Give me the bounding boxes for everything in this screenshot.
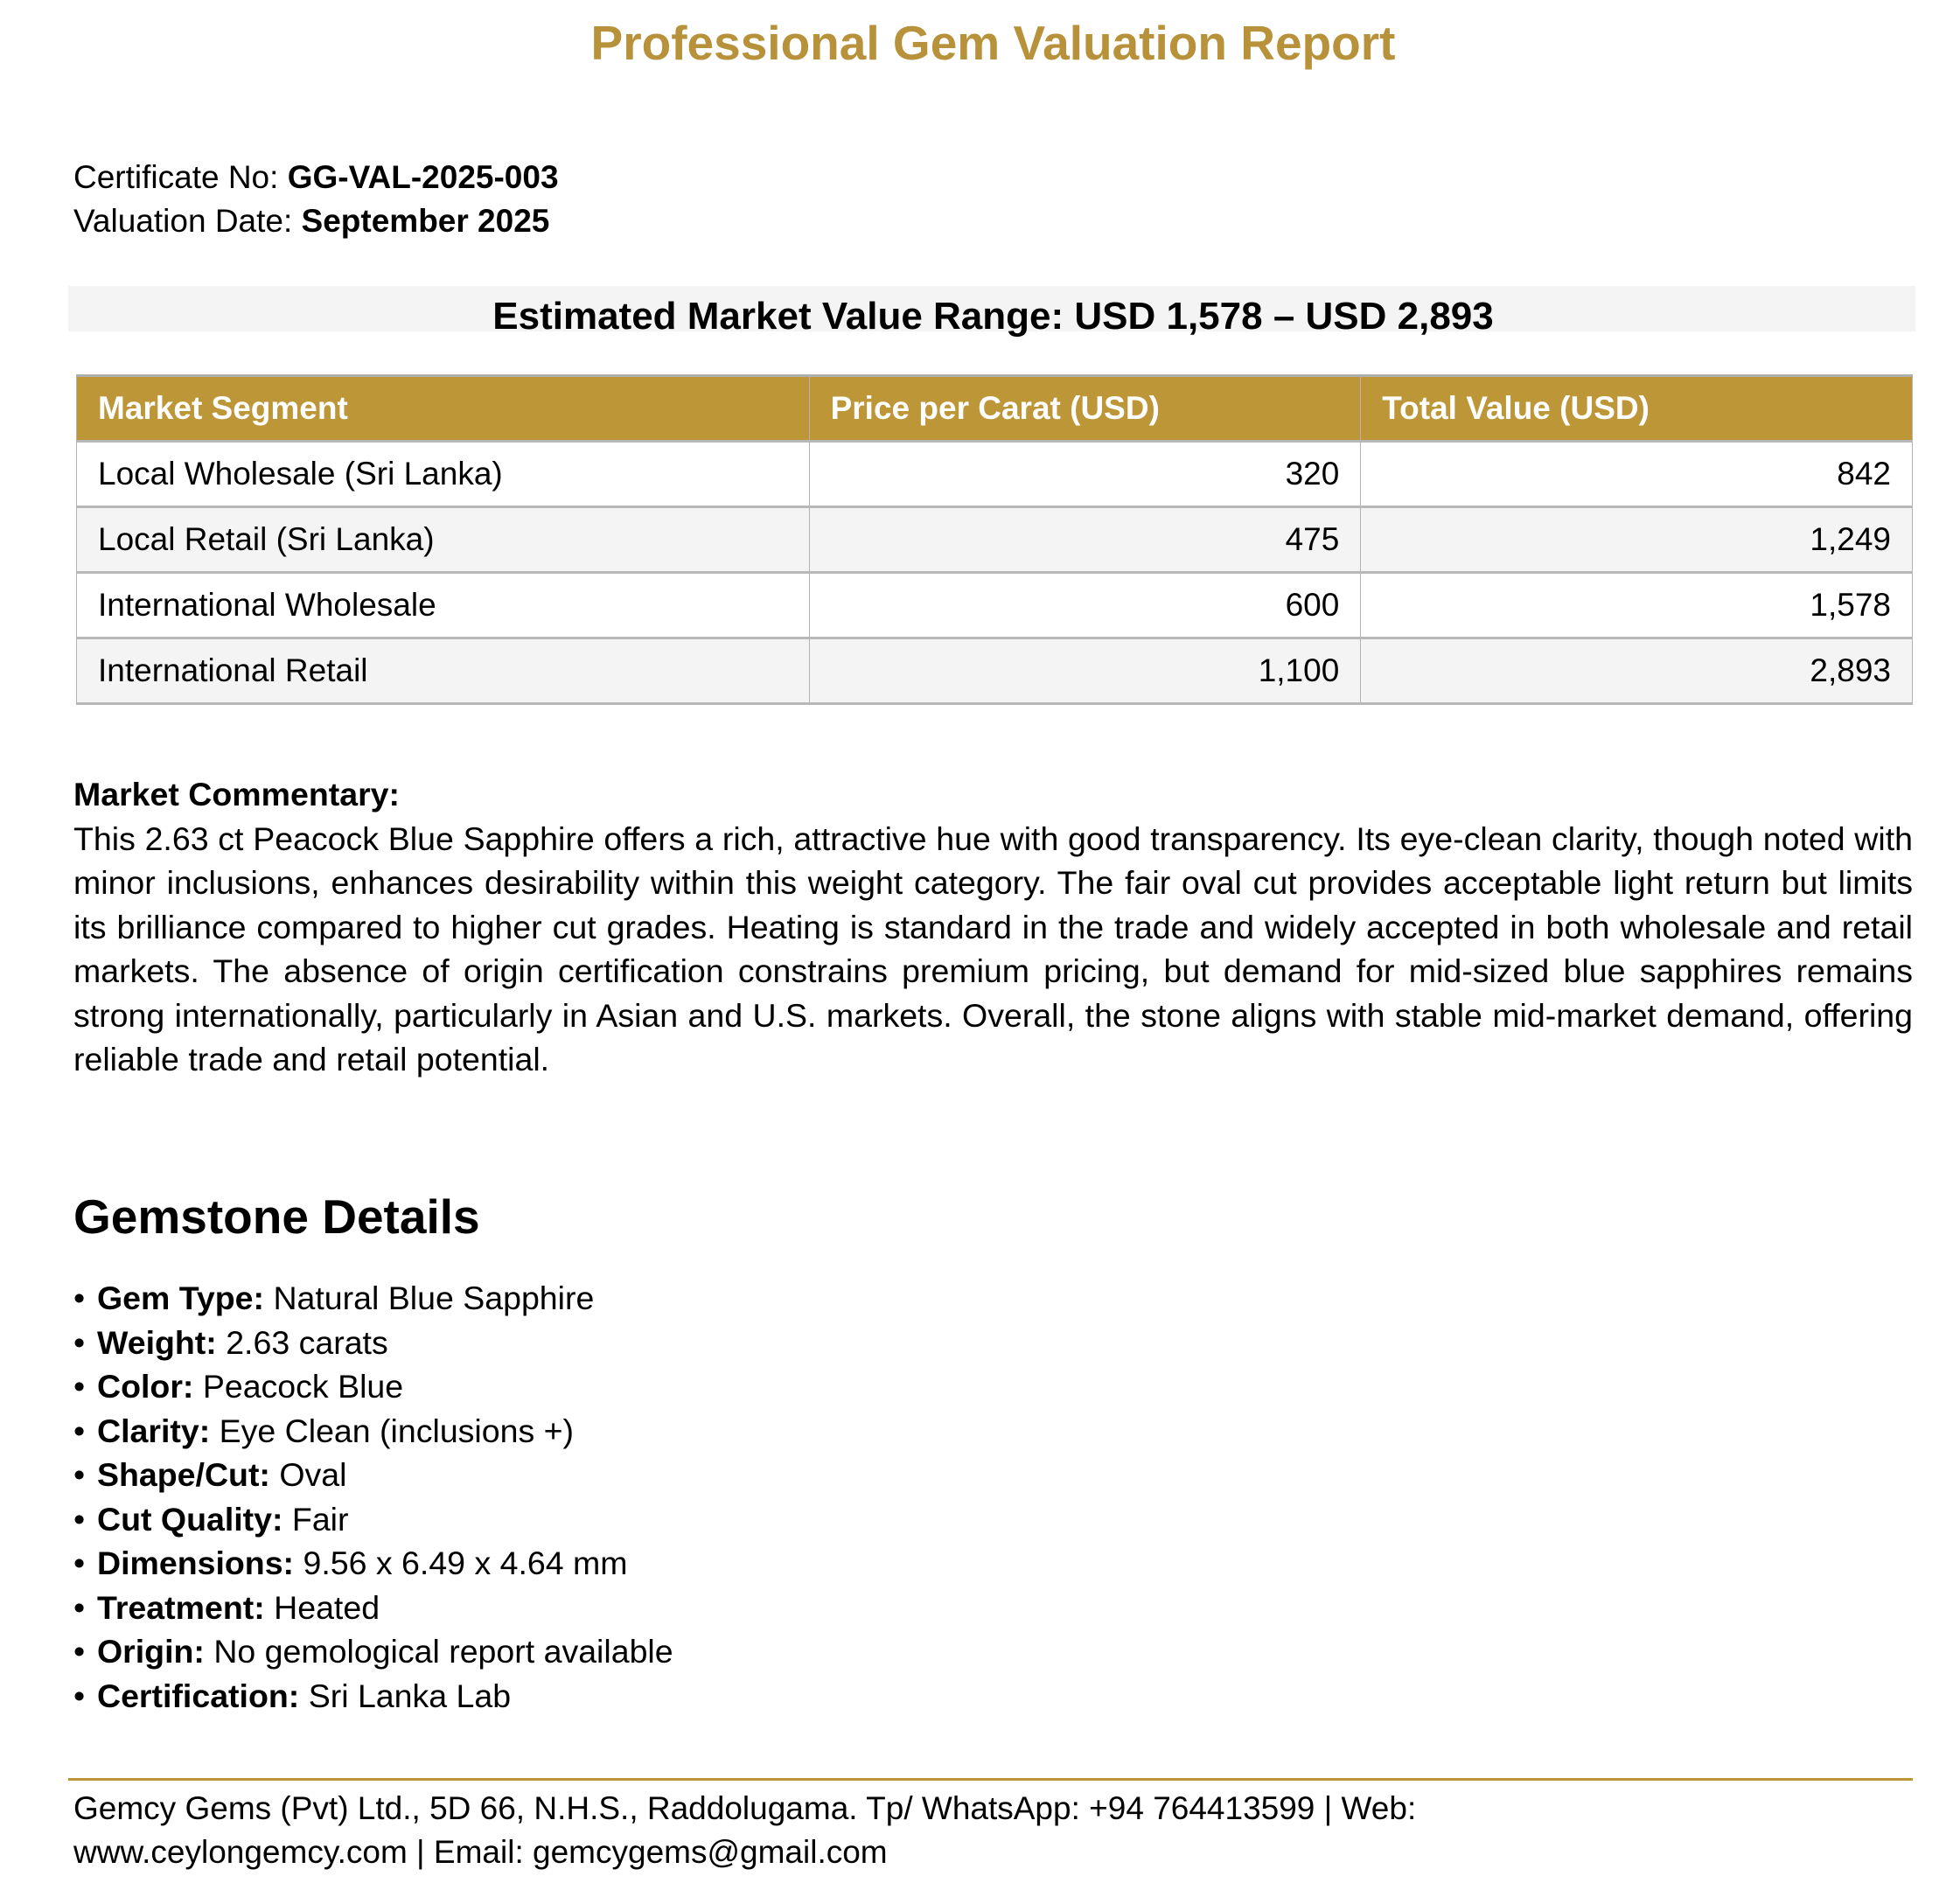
footer-address-line: Gemcy Gems (Pvt) Ltd., 5D 66, N.H.S., Raddolugama. Tp/ WhatsApp: +94 764413599 | Web:	[73, 1790, 1417, 1826]
certificate-label: Certificate No:	[73, 159, 279, 195]
detail-clarity: • Clarity: Eye Clean (inclusions +)	[73, 1409, 673, 1454]
segment-cell: International Wholesale	[77, 573, 810, 638]
certificate-number-line	[73, 156, 559, 199]
table-header-row	[77, 376, 1913, 442]
total-value-cell: 842	[1361, 442, 1913, 507]
table-row	[77, 573, 1913, 638]
certificate-meta	[73, 156, 559, 243]
price-per-carat-cell: 320	[809, 442, 1361, 507]
detail-gem-type: • Gem Type: Natural Blue Sapphire	[73, 1276, 673, 1321]
segment-cell: Local Retail (Sri Lanka)	[77, 507, 810, 573]
bullet-icon: •	[73, 1588, 86, 1626]
bullet-icon: •	[73, 1280, 86, 1316]
valuation-date: September 2025	[301, 203, 550, 239]
bullet-icon: •	[73, 1412, 86, 1449]
market-commentary-text: This 2.63 ct Peacock Blue Sapphire offers a rich, attractive hue with good transparency. Its eye-clean clarity, though noted with minor inclusions, enhances desirability within this weight category. The fair oval cut provides acceptable light return but limits its brilliance compared to higher cut grades. Heating is standard in the trade and widely accepted in both wholesale and retail markets. The absence of origin certification constrains premium pricing, but demand for mid-sized blue sapphires remains strong internationally, particularly in Asian and U.S. markets. Overall, the stone aligns with stable mid-market demand, offering reliable trade and retail potential.	[73, 819, 1913, 1078]
estimated-value-range: Estimated Market Value Range: USD 1,578 – USD 2,893	[492, 295, 1494, 338]
price-per-carat-cell: 1,100	[809, 638, 1361, 704]
footer-contact-line: www.ceylongemcy.com | Email: gemcygems@gmail.com	[73, 1834, 888, 1870]
bullet-icon: •	[73, 1323, 86, 1361]
gemstone-details-list	[73, 1276, 673, 1718]
price-per-carat-cell: 600	[809, 573, 1361, 638]
column-header-total-value: Total Value (USD)	[1361, 376, 1913, 442]
detail-treatment: • Treatment: Heated	[73, 1586, 673, 1630]
total-value-cell: 1,578	[1361, 573, 1913, 638]
bullet-icon: •	[73, 1633, 86, 1670]
company-footer	[73, 1787, 1735, 1874]
detail-weight: • Weight: 2.63 carats	[73, 1321, 673, 1365]
market-commentary	[73, 772, 1913, 1082]
table-row	[77, 442, 1913, 507]
detail-cut-quality: • Cut Quality: Fair	[73, 1497, 673, 1542]
total-value-cell: 2,893	[1361, 638, 1913, 704]
bullet-icon: •	[73, 1456, 86, 1493]
report-title: Professional Gem Valuation Report	[590, 16, 1396, 70]
valuation-date-label: Valuation Date:	[73, 203, 293, 239]
detail-shape-cut: • Shape/Cut: Oval	[73, 1453, 673, 1497]
column-header-market-segment: Market Segment	[77, 376, 810, 442]
detail-dimensions: • Dimensions: 9.56 x 6.49 x 4.64 mm	[73, 1541, 673, 1586]
detail-origin: • Origin: No gemological report available	[73, 1629, 673, 1674]
table-row	[77, 507, 1913, 573]
detail-certification: • Certification: Sri Lanka Lab	[73, 1674, 673, 1719]
market-value-table	[76, 374, 1913, 705]
total-value-cell: 1,249	[1361, 507, 1913, 573]
footer-divider	[68, 1778, 1913, 1781]
segment-cell: Local Wholesale (Sri Lanka)	[77, 442, 810, 507]
market-commentary-label: Market Commentary:	[73, 776, 401, 812]
bullet-icon: •	[73, 1368, 86, 1405]
table-row	[77, 638, 1913, 704]
bullet-icon: •	[73, 1500, 86, 1538]
segment-cell: International Retail	[77, 638, 810, 704]
bullet-icon: •	[73, 1677, 86, 1714]
certificate-number: GG-VAL-2025-003	[287, 159, 559, 195]
price-per-carat-cell: 475	[809, 507, 1361, 573]
valuation-date-line	[73, 199, 559, 243]
column-header-price-per-carat: Price per Carat (USD)	[809, 376, 1361, 442]
bullet-icon: •	[73, 1545, 86, 1581]
gemstone-details-heading: Gemstone Details	[73, 1189, 480, 1244]
detail-color: • Color: Peacock Blue	[73, 1364, 673, 1409]
